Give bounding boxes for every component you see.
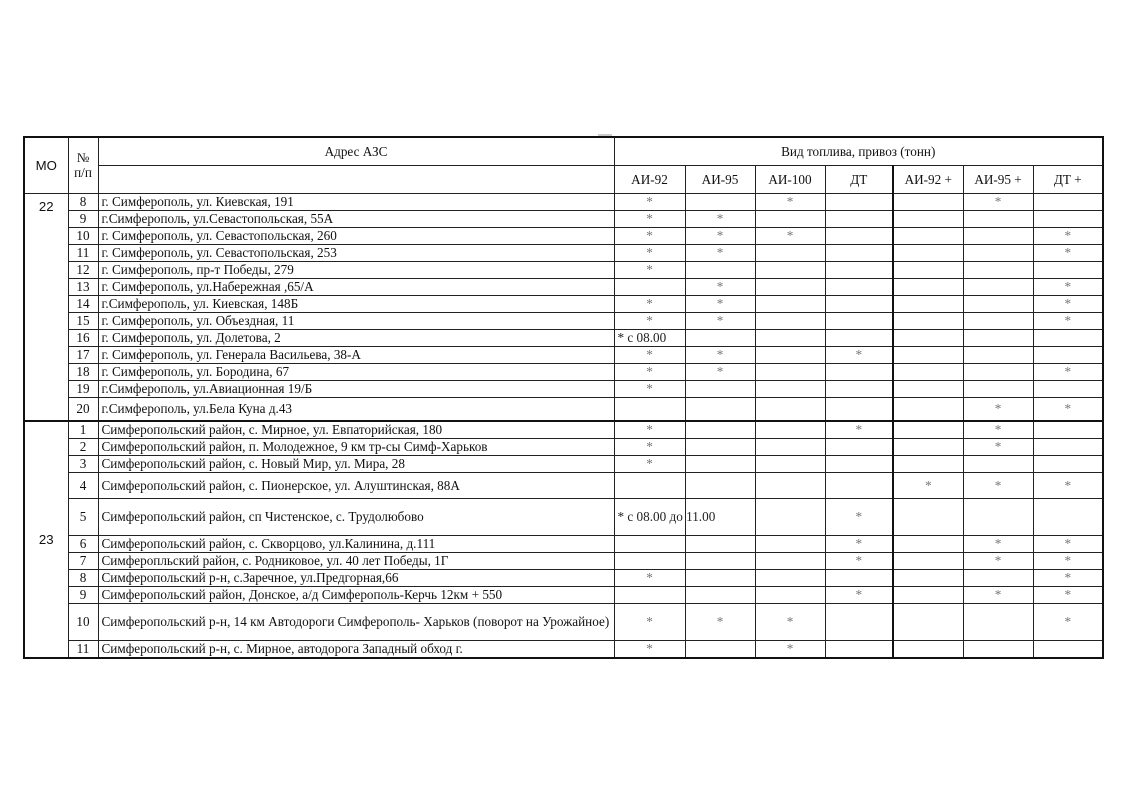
- station-address: Симферопольский р-н, с.Заречное, ул.Предгорная,66: [98, 569, 614, 586]
- fuel-cell: *: [963, 535, 1033, 552]
- row-number: 12: [68, 261, 98, 278]
- row-number: 16: [68, 329, 98, 346]
- station-address: г. Симферополь, ул.Набережная ,65/А: [98, 278, 614, 295]
- row-number: 8: [68, 193, 98, 210]
- fuel-cell: [893, 640, 963, 658]
- table-row: [24, 363, 1103, 380]
- fuel-cell: *: [893, 472, 963, 498]
- station-address: Симферопольский район, сп Чистенское, с. Трудолюбово: [98, 498, 614, 535]
- fuel-cell: [685, 535, 755, 552]
- fuel-cell: [1033, 421, 1103, 439]
- fuel-cell: *: [1033, 244, 1103, 261]
- fuel-cell: *: [685, 278, 755, 295]
- fuel-cell: [825, 295, 893, 312]
- fuel-cell: [825, 397, 893, 421]
- station-address: Симферопольский район, с. Новый Мир, ул. Мира, 28: [98, 455, 614, 472]
- fuel-cell: [825, 261, 893, 278]
- fuel-cell: [1033, 438, 1103, 455]
- station-address: г. Симферополь, ул. Генерала Васильева, 38-А: [98, 346, 614, 363]
- fuel-cell: [685, 193, 755, 210]
- header-mo: МО: [24, 137, 68, 193]
- table-row: [24, 421, 1103, 439]
- row-number: 18: [68, 363, 98, 380]
- header-address: Адрес АЗС: [98, 137, 614, 165]
- fuel-cell: [963, 380, 1033, 397]
- fuel-cell: [685, 329, 755, 346]
- fuel-cell: [893, 438, 963, 455]
- station-address: г. Симферополь, ул. Долетова, 2: [98, 329, 614, 346]
- fuel-cell: [685, 455, 755, 472]
- fuel-cell: [755, 586, 825, 603]
- fuel-cell: [685, 569, 755, 586]
- fuel-cell: [893, 312, 963, 329]
- table-row: [24, 455, 1103, 472]
- table-row: [24, 227, 1103, 244]
- fuel-cell: [825, 227, 893, 244]
- station-address: г.Симферополь, ул.Бела Куна д.43: [98, 397, 614, 421]
- fuel-cell: [825, 210, 893, 227]
- table-row: [24, 295, 1103, 312]
- row-number: 14: [68, 295, 98, 312]
- fuel-cell: *: [825, 586, 893, 603]
- fuel-cell: [685, 586, 755, 603]
- fuel-cell: [1033, 193, 1103, 210]
- header-fuel-ai92-plus: АИ-92 +: [893, 165, 963, 193]
- fuel-cell: *: [963, 193, 1033, 210]
- fuel-cell: [893, 278, 963, 295]
- row-number: 9: [68, 210, 98, 227]
- fuel-cell: [893, 363, 963, 380]
- fuel-cell: [755, 380, 825, 397]
- row-number: 19: [68, 380, 98, 397]
- fuel-cell: [755, 244, 825, 261]
- fuel-cell: [755, 329, 825, 346]
- fuel-cell: *: [614, 227, 685, 244]
- fuel-cell: [893, 421, 963, 439]
- fuel-cell: [893, 535, 963, 552]
- table-row: [24, 346, 1103, 363]
- row-number: 15: [68, 312, 98, 329]
- table-row: [24, 498, 1103, 535]
- station-address: Симферопльский район, с. Родниковое, ул. 40 лет Победы, 1Г: [98, 552, 614, 569]
- station-address: г. Симферополь, пр-т Победы, 279: [98, 261, 614, 278]
- fuel-cell: *: [614, 640, 685, 658]
- fuel-cell: [755, 472, 825, 498]
- fuel-cell: [963, 261, 1033, 278]
- row-number: 3: [68, 455, 98, 472]
- mo-cell: 22: [24, 193, 68, 421]
- fuel-cell: [893, 210, 963, 227]
- fuel-cell: *: [1033, 295, 1103, 312]
- fuel-cell: [893, 227, 963, 244]
- fuel-cell: *: [685, 295, 755, 312]
- fuel-cell: [1033, 346, 1103, 363]
- header-fuel-ai95: АИ-95: [685, 165, 755, 193]
- station-address: Симферопольский район, с. Пионерское, ул. Алуштинская, 88А: [98, 472, 614, 498]
- header-num: № п/п: [68, 137, 98, 193]
- fuel-cell: *: [685, 312, 755, 329]
- header-fuel-ai100: АИ-100: [755, 165, 825, 193]
- table-row: [24, 472, 1103, 498]
- fuel-cell: [963, 295, 1033, 312]
- row-number: 11: [68, 640, 98, 658]
- fuel-cell: * с 08.00: [614, 329, 685, 346]
- fuel-cell: *: [825, 498, 893, 535]
- row-number: 7: [68, 552, 98, 569]
- fuel-cell: *: [1033, 535, 1103, 552]
- fuel-cell: *: [963, 586, 1033, 603]
- fuel-cell: [963, 569, 1033, 586]
- station-address: Симферопольский район, с. Скворцово, ул.Калинина, д.111: [98, 535, 614, 552]
- station-address: г.Симферополь, ул.Авиационная 19/Б: [98, 380, 614, 397]
- fuel-cell: [685, 397, 755, 421]
- fuel-cell: [685, 640, 755, 658]
- fuel-cell: [1033, 210, 1103, 227]
- fuel-cell: *: [1033, 569, 1103, 586]
- fuel-cell: *: [685, 244, 755, 261]
- fuel-cell: *: [1033, 363, 1103, 380]
- row-number: 5: [68, 498, 98, 535]
- fuel-cell: [893, 397, 963, 421]
- fuel-cell: [893, 586, 963, 603]
- row-number: 8: [68, 569, 98, 586]
- fuel-cell: *: [685, 363, 755, 380]
- row-number: 6: [68, 535, 98, 552]
- station-address: Симферопольский р-н, с. Мирное, автодорога Западный обход г.: [98, 640, 614, 658]
- fuel-cell: [893, 380, 963, 397]
- fuel-cell: [614, 278, 685, 295]
- station-address: Симферопольский район, п. Молодежное, 9 км тр-сы Симф-Харьков: [98, 438, 614, 455]
- fuel-cell: *: [1033, 312, 1103, 329]
- fuel-cell: [963, 498, 1033, 535]
- fuel-cell: [963, 312, 1033, 329]
- fuel-cell: [755, 363, 825, 380]
- fuel-cell: [963, 329, 1033, 346]
- fuel-cell: *: [963, 421, 1033, 439]
- fuel-cell: [755, 346, 825, 363]
- row-number: 10: [68, 603, 98, 640]
- fuel-cell: [963, 363, 1033, 380]
- fuel-cell: *: [614, 210, 685, 227]
- fuel-cell: *: [963, 438, 1033, 455]
- fuel-cell: [685, 438, 755, 455]
- fuel-cell: [893, 603, 963, 640]
- fuel-cell: [685, 380, 755, 397]
- row-number: 1: [68, 421, 98, 439]
- fuel-delivery-table: [23, 136, 1104, 659]
- fuel-cell: [963, 455, 1033, 472]
- station-address: г. Симферополь, ул. Объездная, 11: [98, 312, 614, 329]
- fuel-cell: [825, 455, 893, 472]
- fuel-cell: [893, 244, 963, 261]
- fuel-cell: *: [825, 421, 893, 439]
- fuel-cell: [1033, 329, 1103, 346]
- fuel-cell: [825, 603, 893, 640]
- fuel-cell: [1033, 640, 1103, 658]
- fuel-cell: [825, 312, 893, 329]
- fuel-cell: * с 08.00 до 11.00: [614, 498, 685, 535]
- fuel-cell: [685, 421, 755, 439]
- fuel-cell: *: [685, 346, 755, 363]
- station-address: г. Симферополь, ул. Бородина, 67: [98, 363, 614, 380]
- fuel-cell: [893, 552, 963, 569]
- fuel-cell: [825, 380, 893, 397]
- fuel-cell: *: [755, 603, 825, 640]
- fuel-cell: *: [614, 569, 685, 586]
- row-number: 9: [68, 586, 98, 603]
- fuel-cell: *: [685, 227, 755, 244]
- fuel-cell: *: [755, 193, 825, 210]
- fuel-cell: [893, 261, 963, 278]
- fuel-cell: *: [1033, 397, 1103, 421]
- fuel-cell: [614, 586, 685, 603]
- table-row: [24, 210, 1103, 227]
- fuel-cell: [755, 421, 825, 439]
- fuel-cell: [963, 210, 1033, 227]
- fuel-cell: *: [614, 421, 685, 439]
- station-address: г. Симферополь, ул. Севастопольская, 260: [98, 227, 614, 244]
- fuel-cell: [893, 498, 963, 535]
- fuel-cell: *: [1033, 278, 1103, 295]
- row-number: 11: [68, 244, 98, 261]
- fuel-cell: *: [1033, 472, 1103, 498]
- fuel-cell: [963, 227, 1033, 244]
- fuel-cell: [755, 261, 825, 278]
- fuel-cell: [825, 472, 893, 498]
- table-row: [24, 586, 1103, 603]
- fuel-cell: [963, 603, 1033, 640]
- fuel-cell: [825, 278, 893, 295]
- fuel-cell: [825, 569, 893, 586]
- fuel-cell: [893, 295, 963, 312]
- fuel-cell: *: [685, 210, 755, 227]
- fuel-cell: *: [1033, 603, 1103, 640]
- fuel-cell: *: [825, 535, 893, 552]
- fuel-cell: [963, 640, 1033, 658]
- fuel-cell: [963, 278, 1033, 295]
- table-row: [24, 380, 1103, 397]
- table-row: [24, 329, 1103, 346]
- fuel-cell: [755, 535, 825, 552]
- fuel-cell: *: [614, 261, 685, 278]
- table-row: [24, 193, 1103, 210]
- fuel-cell: *: [614, 193, 685, 210]
- fuel-cell: [614, 397, 685, 421]
- fuel-cell: [825, 363, 893, 380]
- fuel-cell: [893, 329, 963, 346]
- fuel-cell: *: [614, 346, 685, 363]
- station-address: Симферопольский район, Донское, а/д Симферополь-Керчь 12км + 550: [98, 586, 614, 603]
- fuel-cell: [1033, 261, 1103, 278]
- header-fuel-ai92: АИ-92: [614, 165, 685, 193]
- table-row: [24, 244, 1103, 261]
- fuel-cell: [1033, 455, 1103, 472]
- fuel-cell: [825, 244, 893, 261]
- fuel-cell: [614, 552, 685, 569]
- fuel-cell: [755, 278, 825, 295]
- table-row: [24, 535, 1103, 552]
- station-address: г. Симферополь, ул. Киевская, 191: [98, 193, 614, 210]
- fuel-cell: [614, 535, 685, 552]
- fuel-cell: [755, 552, 825, 569]
- fuel-cell: *: [614, 244, 685, 261]
- fuel-cell: *: [614, 438, 685, 455]
- row-number: 20: [68, 397, 98, 421]
- fuel-cell: [825, 193, 893, 210]
- fuel-cell: [755, 295, 825, 312]
- fuel-cell: *: [963, 552, 1033, 569]
- fuel-cell: *: [963, 472, 1033, 498]
- fuel-cell: *: [963, 397, 1033, 421]
- fuel-cell: *: [825, 552, 893, 569]
- fuel-cell: *: [685, 603, 755, 640]
- fuel-cell: *: [614, 603, 685, 640]
- header-fuel-dt-plus: ДТ +: [1033, 165, 1103, 193]
- table-row: [24, 312, 1103, 329]
- fuel-cell: [963, 346, 1033, 363]
- fuel-cell: [825, 640, 893, 658]
- fuel-cell: *: [614, 363, 685, 380]
- table-row: [24, 552, 1103, 569]
- header-address-blank: [98, 165, 614, 193]
- table-row: [24, 397, 1103, 421]
- fuel-cell: *: [1033, 227, 1103, 244]
- fuel-cell: [685, 472, 755, 498]
- fuel-cell: [755, 312, 825, 329]
- header-fuel-group: Вид топлива, привоз (тонн): [614, 137, 1103, 165]
- fuel-cell: [893, 193, 963, 210]
- station-address: Симферопольский район, с. Мирное, ул. Евпаторийская, 180: [98, 421, 614, 439]
- fuel-cell: *: [614, 380, 685, 397]
- station-address: Симферопольский р-н, 14 км Автодороги Симферополь- Харьков (поворот на Урожайное): [98, 603, 614, 640]
- fuel-cell: [755, 210, 825, 227]
- fuel-cell: *: [614, 295, 685, 312]
- fuel-cell: *: [1033, 586, 1103, 603]
- fuel-cell: *: [614, 312, 685, 329]
- table-row: [24, 640, 1103, 658]
- table-row: [24, 603, 1103, 640]
- fuel-cell: [755, 397, 825, 421]
- fuel-cell: *: [614, 455, 685, 472]
- header-fuel-dt: ДТ: [825, 165, 893, 193]
- station-address: г.Симферополь, ул.Севастопольская, 55А: [98, 210, 614, 227]
- fuel-cell: [825, 438, 893, 455]
- fuel-cell: *: [755, 227, 825, 244]
- fuel-cell: [755, 455, 825, 472]
- fuel-cell: *: [1033, 552, 1103, 569]
- fuel-cell: [1033, 380, 1103, 397]
- fuel-cell: [685, 261, 755, 278]
- fuel-cell: [893, 455, 963, 472]
- fuel-cell: [755, 438, 825, 455]
- fuel-cell: [963, 244, 1033, 261]
- fuel-cell: [685, 552, 755, 569]
- row-number: 2: [68, 438, 98, 455]
- fuel-cell: [893, 346, 963, 363]
- fuel-cell: *: [825, 346, 893, 363]
- fuel-cell: [614, 472, 685, 498]
- row-number: 4: [68, 472, 98, 498]
- row-number: 10: [68, 227, 98, 244]
- fuel-cell: [1033, 498, 1103, 535]
- fuel-cell: [893, 569, 963, 586]
- table-row: [24, 261, 1103, 278]
- station-address: г. Симферополь, ул. Севастопольская, 253: [98, 244, 614, 261]
- fuel-cell: *: [755, 640, 825, 658]
- row-number: 13: [68, 278, 98, 295]
- table-row: [24, 278, 1103, 295]
- fuel-cell: [825, 329, 893, 346]
- fuel-cell: [755, 498, 825, 535]
- mo-cell: 23: [24, 421, 68, 658]
- header-fuel-ai95-plus: АИ-95 +: [963, 165, 1033, 193]
- table-row: [24, 569, 1103, 586]
- table-row: [24, 438, 1103, 455]
- row-number: 17: [68, 346, 98, 363]
- fuel-cell: [755, 569, 825, 586]
- station-address: г.Симферополь, ул. Киевская, 148Б: [98, 295, 614, 312]
